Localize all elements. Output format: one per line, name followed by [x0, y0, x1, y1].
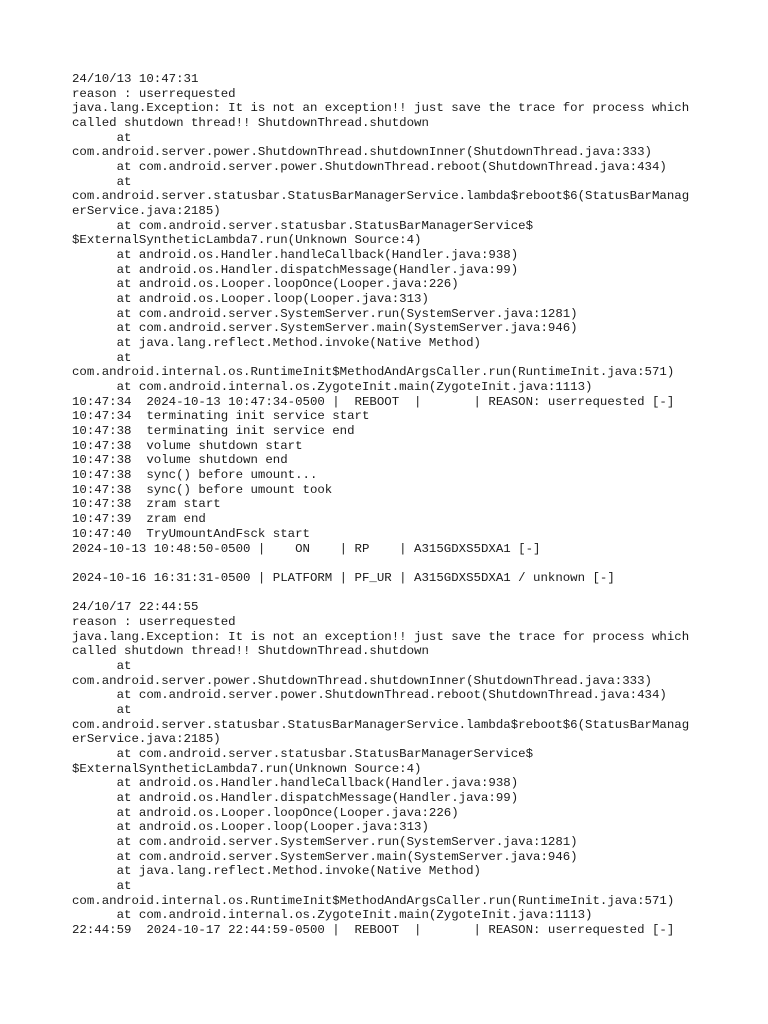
log-line: at android.os.Handler.dispatchMessage(Handler.java:99) — [72, 790, 519, 805]
log-line: com.android.internal.os.RuntimeInit$MethodAndArgsCaller.run(RuntimeInit.java:571) — [72, 893, 675, 908]
log-line: at com.android.internal.os.ZygoteInit.main(ZygoteInit.java:1113) — [72, 908, 593, 923]
log-line: 10:47:39 zram end — [72, 512, 206, 527]
log-line — [72, 586, 712, 601]
log-line: java.lang.Exception: It is not an exception!! just save the trace for process which — [72, 101, 690, 116]
log-line: 10:47:38 zram start — [72, 497, 221, 512]
log-line — [72, 556, 712, 571]
log-line: 2024-10-13 10:48:50-0500 | ON | RP | A315GDXS5DXA1 [-] — [72, 541, 541, 556]
log-line: at android.os.Handler.handleCallback(Handler.java:938) — [72, 776, 519, 791]
log-line: at android.os.Looper.loopOnce(Looper.java:226) — [72, 805, 459, 820]
log-line: com.android.server.statusbar.StatusBarManagerService.lambda$reboot$6(StatusBarManag — [72, 189, 690, 204]
log-line: at com.android.server.power.ShutdownThread.reboot(ShutdownThread.java:434) — [72, 688, 667, 703]
log-line: 10:47:38 terminating init service end — [72, 424, 355, 439]
log-document-page — [72, 72, 712, 938]
log-line: at — [72, 658, 132, 673]
log-line: at com.android.server.SystemServer.main(SystemServer.java:946) — [72, 321, 578, 336]
log-line: at com.android.internal.os.ZygoteInit.main(ZygoteInit.java:1113) — [72, 380, 593, 395]
log-line: at android.os.Looper.loop(Looper.java:313) — [72, 820, 429, 835]
log-line: at android.os.Handler.dispatchMessage(Handler.java:99) — [72, 262, 519, 277]
log-line: at com.android.server.SystemServer.main(SystemServer.java:946) — [72, 849, 578, 864]
log-line: $ExternalSyntheticLambda7.run(Unknown Source:4) — [72, 761, 422, 776]
log-line: at — [72, 350, 132, 365]
log-line: $ExternalSyntheticLambda7.run(Unknown Source:4) — [72, 233, 422, 248]
log-line: at — [72, 702, 132, 717]
log-line: at com.android.server.statusbar.StatusBarManagerService$ — [72, 746, 534, 761]
log-line: 10:47:38 volume shutdown end — [72, 453, 288, 468]
log-line: 10:47:34 terminating init service start — [72, 409, 370, 424]
log-line: at com.android.server.power.ShutdownThread.reboot(ShutdownThread.java:434) — [72, 160, 667, 175]
log-line: 22:44:59 2024-10-17 22:44:59-0500 | REBOOT | | REASON: userrequested [-] — [72, 922, 675, 937]
log-line: 10:47:38 sync() before umount... — [72, 468, 318, 483]
log-line: com.android.server.power.ShutdownThread.shutdownInner(ShutdownThread.java:333) — [72, 673, 652, 688]
log-line: at com.android.server.SystemServer.run(SystemServer.java:1281) — [72, 306, 578, 321]
log-line: reason : userrequested — [72, 86, 236, 101]
log-line: com.android.server.power.ShutdownThread.shutdownInner(ShutdownThread.java:333) — [72, 145, 652, 160]
log-line: com.android.internal.os.RuntimeInit$MethodAndArgsCaller.run(RuntimeInit.java:571) — [72, 365, 675, 380]
log-line: at — [72, 130, 132, 145]
log-line: called shutdown thread!! ShutdownThread.shutdown — [72, 116, 429, 131]
log-line: at android.os.Looper.loop(Looper.java:313) — [72, 292, 429, 307]
log-line: at java.lang.reflect.Method.invoke(Native Method) — [72, 336, 481, 351]
log-line: erService.java:2185) — [72, 204, 221, 219]
log-line: 2024-10-16 16:31:31-0500 | PLATFORM | PF_UR | A315GDXS5DXA1 / unknown [-] — [72, 570, 615, 585]
log-line: at com.android.server.SystemServer.run(SystemServer.java:1281) — [72, 834, 578, 849]
log-line: 24/10/17 22:44:55 — [72, 600, 199, 615]
log-line: java.lang.Exception: It is not an exception!! just save the trace for process which — [72, 629, 690, 644]
log-line: 24/10/13 10:47:31 — [72, 72, 199, 86]
log-line: at java.lang.reflect.Method.invoke(Native Method) — [72, 864, 481, 879]
log-line: com.android.server.statusbar.StatusBarManagerService.lambda$reboot$6(StatusBarManag — [72, 717, 690, 732]
log-line: at android.os.Looper.loopOnce(Looper.java:226) — [72, 277, 459, 292]
log-line: reason : userrequested — [72, 614, 236, 629]
log-line: at — [72, 878, 132, 893]
log-line: erService.java:2185) — [72, 732, 221, 747]
log-line: called shutdown thread!! ShutdownThread.shutdown — [72, 644, 429, 659]
log-line: 10:47:40 TryUmountAndFsck start — [72, 526, 310, 541]
log-line: at android.os.Handler.handleCallback(Handler.java:938) — [72, 248, 519, 263]
log-line: 10:47:34 2024-10-13 10:47:34-0500 | REBOOT | | REASON: userrequested [-] — [72, 394, 675, 409]
log-line: 10:47:38 volume shutdown start — [72, 438, 303, 453]
log-line: at com.android.server.statusbar.StatusBarManagerService$ — [72, 218, 534, 233]
log-line: at — [72, 174, 132, 189]
log-line: 10:47:38 sync() before umount took — [72, 482, 333, 497]
